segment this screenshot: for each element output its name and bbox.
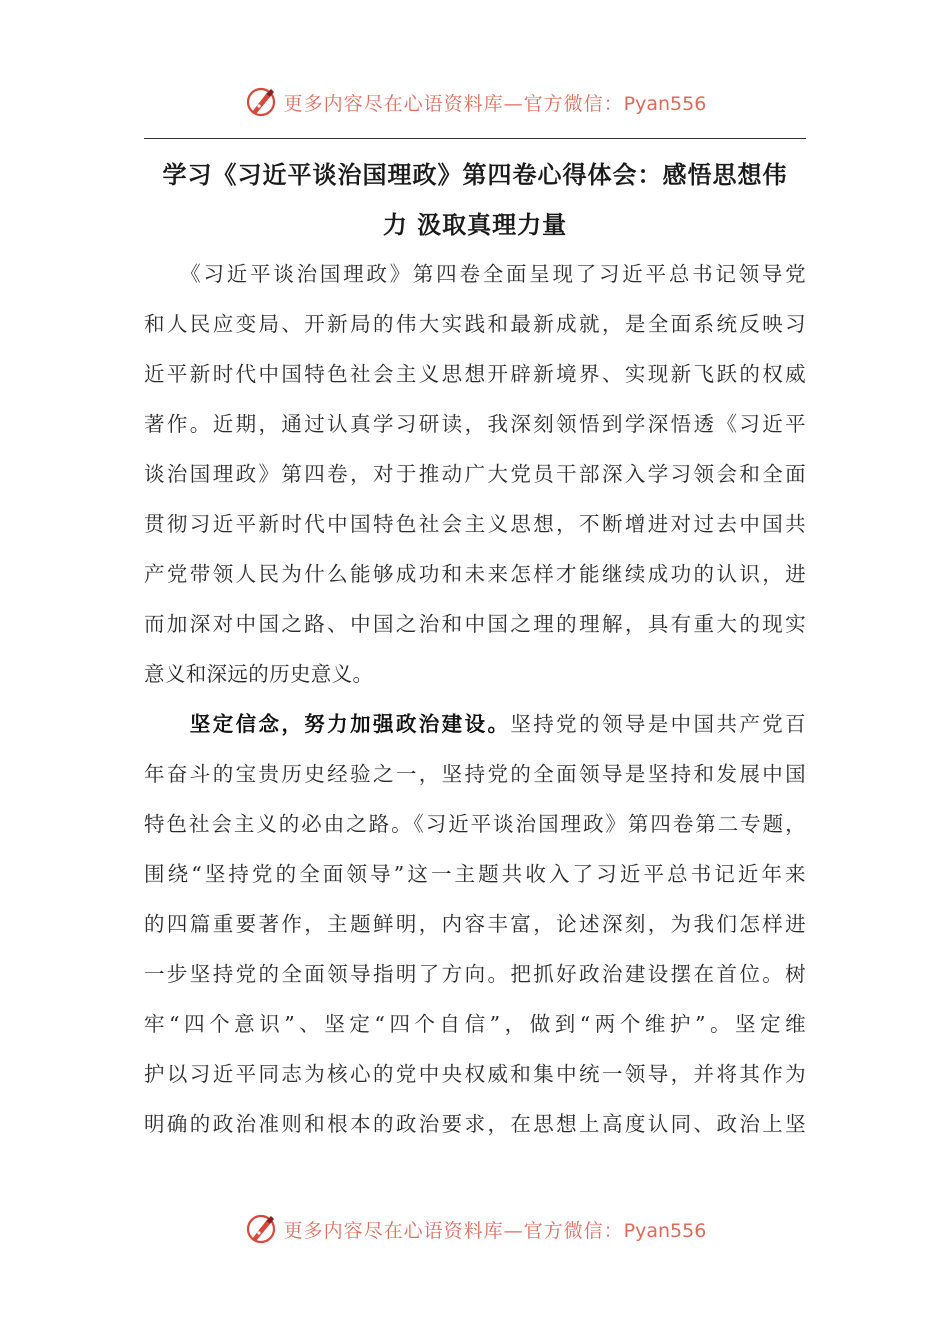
text-line: 一步坚持党的全面领导指明了方向。把抓好政治建设摆在首位。树 xyxy=(144,962,806,986)
document-title xyxy=(144,150,806,250)
watermark-text: 更多内容尽在心语资料库—官方微信：Pyan556 xyxy=(283,1219,707,1242)
paragraph-2-lead: 坚定信念，努力加强政治建设。 xyxy=(189,712,511,736)
watermark-banner-top xyxy=(0,84,950,120)
text-line: 牢“四个意识”、坚定“四个自信”，做到“两个维护”。坚定维 xyxy=(144,1012,806,1036)
header-divider xyxy=(144,138,806,139)
text-line: 围绕“坚持党的全面领导”这一主题共收入了习近平总书记近年来 xyxy=(144,862,806,886)
text-line: 谈治国理政》第四卷，对于推动广大党员干部深入学习领会和全面 xyxy=(144,462,806,486)
watermark-banner-bottom xyxy=(0,1211,950,1247)
pen-nib-logo-icon xyxy=(244,1212,278,1246)
paragraph-1 xyxy=(144,249,806,699)
text-line xyxy=(144,699,806,749)
text-line: 《习近平谈治国理政》第四卷全面呈现了习近平总书记领导党 xyxy=(144,262,806,286)
paragraph-2 xyxy=(144,699,806,1149)
document-body xyxy=(144,249,806,1149)
text-line: 和人民应变局、开新局的伟大实践和最新成就，是全面系统反映习 xyxy=(144,312,806,336)
pen-nib-logo-icon xyxy=(244,85,278,119)
text-line: 贯彻习近平新时代中国特色社会主义思想，不断增进对过去中国共 xyxy=(144,512,806,536)
text-line: 明确的政治准则和根本的政治要求，在思想上高度认同、政治上坚 xyxy=(144,1112,806,1136)
text-line: 而加深对中国之路、中国之治和中国之理的理解，具有重大的现实 xyxy=(144,612,806,636)
text-line: 特色社会主义的必由之路。《习近平谈治国理政》第四卷第二专题， xyxy=(144,812,806,836)
text-line: 近平新时代中国特色社会主义思想开辟新境界、实现新飞跃的权威 xyxy=(144,362,806,386)
text-line: 年奋斗的宝贵历史经验之一，坚持党的全面领导是坚持和发展中国 xyxy=(144,762,806,786)
text-line: 著作。近期，通过认真学习研读，我深刻领悟到学深悟透《习近平 xyxy=(144,412,806,436)
text-line: 的四篇重要著作，主题鲜明，内容丰富，论述深刻，为我们怎样进 xyxy=(144,912,806,936)
watermark-text: 更多内容尽在心语资料库—官方微信：Pyan556 xyxy=(283,92,707,115)
paragraph-2-first-rest: 坚持党的领导是中国共产党百 xyxy=(510,712,806,736)
text-line: 产党带领人民为什么能够成功和未来怎样才能继续成功的认识，进 xyxy=(144,562,806,586)
text-line: 护以习近平同志为核心的党中央权威和集中统一领导，并将其作为 xyxy=(144,1062,806,1086)
text-line: 意义和深远的历史意义。 xyxy=(144,662,374,686)
title-line-2: 力 汲取真理力量 xyxy=(382,210,568,239)
title-line-1: 学习《习近平谈治国理政》第四卷心得体会：感悟思想伟 xyxy=(162,160,788,189)
